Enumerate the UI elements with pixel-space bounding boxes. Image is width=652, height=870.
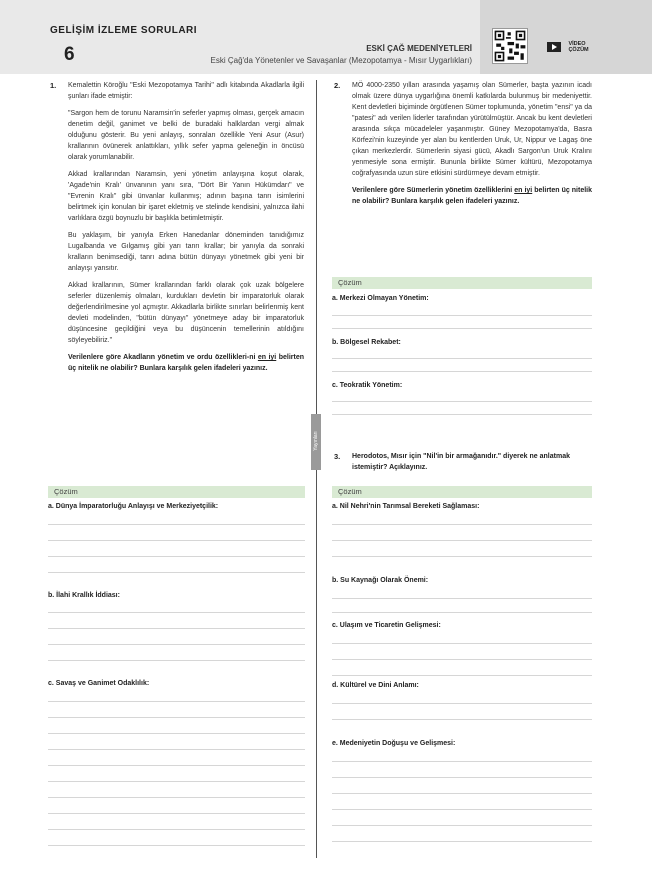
answer-line[interactable] bbox=[332, 401, 592, 402]
quote-paragraph-4: Akkad krallarının, Sümer krallarından farklı olarak çok uzak bölgelere seferler düzenlemiş olmaları, kurdukları devletin bir imparatorluk olarak değerlendirilmesine yol açmıştır. Akkadlarla birlikte sınırları belirlenmiş kent devleti modelinden, "bütün dünyayı" yönetmeye aday bir imparatorluk düşüncesine geçildiğini veya bu düşüncenin temellerinin atıldığını söyleyebiliriz." bbox=[68, 282, 304, 344]
answer-line[interactable] bbox=[48, 781, 305, 782]
answer-line[interactable] bbox=[332, 556, 592, 557]
q1-section-c: c. Savaş ve Ganimet Odaklılık: bbox=[48, 680, 150, 687]
worksheet-number: 6 bbox=[64, 44, 75, 65]
question-1-intro: Kemalettin Köroğlu "Eski Mezopotamya Tarihi" adlı kitabında Akadlarla ilgili şunları ifade etmiştir: bbox=[68, 82, 304, 100]
answer-line[interactable] bbox=[332, 761, 592, 762]
video-solution-label: VİDEO ÇÖZÜM bbox=[568, 40, 589, 53]
answer-line[interactable] bbox=[48, 540, 305, 541]
question-2 bbox=[352, 80, 592, 213]
answer-line[interactable] bbox=[332, 328, 592, 329]
answer-line[interactable] bbox=[48, 572, 305, 573]
header-title: GELİŞİM İZLEME SORULARI bbox=[50, 25, 198, 36]
answer-line[interactable] bbox=[332, 675, 592, 676]
qr-code-graphic bbox=[493, 29, 527, 63]
answer-line[interactable] bbox=[332, 777, 592, 778]
answer-line[interactable] bbox=[48, 612, 305, 613]
answer-line[interactable] bbox=[332, 719, 592, 720]
q3-section-e: e. Medeniyetin Doğuşu ve Gelişmesi: bbox=[332, 740, 456, 747]
q3-section-a: a. Nil Nehri'nin Tarımsal Bereketi Sağlaması: bbox=[332, 503, 480, 510]
answer-line[interactable] bbox=[332, 540, 592, 541]
answer-line[interactable] bbox=[48, 701, 305, 702]
question-1 bbox=[68, 80, 304, 380]
publisher-badge: Yayınları bbox=[311, 414, 321, 470]
question-3-text: Herodotos, Mısır için "Nil'in bir armağanıdır." diyerek ne anlatmak istemiştir? Açıklayınız. bbox=[352, 453, 570, 471]
answer-line[interactable] bbox=[48, 628, 305, 629]
q3-section-c: c. Ulaşım ve Ticaretin Gelişmesi: bbox=[332, 622, 441, 629]
q2-section-c: c. Teokratik Yönetim: bbox=[332, 382, 403, 389]
quote-paragraph-2: Akkad krallarından Naramsin, yeni yönetim anlayışına koşut olarak, 'Agade'nin Kralı' ünvanının yanı sıra, "Dört Bir Yanın Hükümdarı" ve "Evrenin Kralı" gibi ünvanlar kullanmış; adının başına tanrı isimlerini belirtmek için konulan bir işaret ekletmiş ve stelinde kendisini, yalnızca ilahi varlıklara özgü boynuzlu bir başlıkla betimletmiştir. bbox=[68, 171, 304, 222]
question-2-prompt: Verilenlere göre Sümerlerin yönetim özelliklerini en iyi belirten üç nitelik ne olabilir? Bunlara karşılık gelen ifadeleri yazınız. bbox=[352, 187, 592, 205]
solution-header-q1: Çözüm bbox=[48, 486, 305, 498]
page-header bbox=[0, 0, 652, 74]
unit-subtitle: Eski Çağ'da Yönetenler ve Savaşanlar (Mezopotamya - Mısır Uygarlıkları) bbox=[210, 56, 472, 65]
q1-section-b: b. İlahi Krallık İddiası: bbox=[48, 592, 120, 599]
answer-line[interactable] bbox=[48, 797, 305, 798]
answer-line[interactable] bbox=[48, 733, 305, 734]
q2-section-a: a. Merkezi Olmayan Yönetim: bbox=[332, 295, 429, 302]
play-icon bbox=[547, 42, 561, 52]
answer-line[interactable] bbox=[48, 829, 305, 830]
answer-line[interactable] bbox=[48, 524, 305, 525]
answer-line[interactable] bbox=[332, 809, 592, 810]
question-3-number: 3. bbox=[334, 452, 341, 461]
solution-header-q3: Çözüm bbox=[332, 486, 592, 498]
question-2-number: 2. bbox=[334, 81, 341, 90]
answer-line[interactable] bbox=[48, 813, 305, 814]
answer-line[interactable] bbox=[332, 825, 592, 826]
question-2-text: MÖ 4000-2350 yılları arasında yaşamış olan Sümerler, başta yazının icadı olmak üzere dünya uygarlığına önemli katkılarda bulunmuş bir medeniyettir. Kent devletleri biçiminde örgütlenen Sümer toplumunda, yönetim "ensi" ya da "patesi" adı verilen liderler tarafından yürütülmüştür. Ancak bu kent devletleri arasında sıkça mücadeleler yaşanmıştır. Güney Mezopotamya'da, Basra Körfezi'nin kuzeyinde yer alan bu kentlerden Uruk, Ur, Nippur ve Lagaş öne çıkan merkezlerdir. Sümerlerin siyasi gücü, Akadlı Sargon'un Uruk Kralını yenmesiyle sona ermiştir. Bununla birlikte Sümer kültürü, Mezopotamya coğrafyasında uzun süre etkisini sürdürmeye devam etmiştir. bbox=[352, 82, 592, 177]
q2-section-b: b. Bölgesel Rekabet: bbox=[332, 339, 401, 346]
answer-line[interactable] bbox=[332, 841, 592, 842]
qr-code-icon[interactable] bbox=[492, 28, 528, 64]
question-1-prompt: Verilenlere göre Akadların yönetim ve ordu özellikleri-ni en iyi belirten üç nitelik ne olabilir? Bunlara karşılık gelen ifadeleri yazınız. bbox=[68, 354, 304, 372]
answer-line[interactable] bbox=[332, 371, 592, 372]
answer-line[interactable] bbox=[48, 765, 305, 766]
answer-line[interactable] bbox=[332, 524, 592, 525]
quote-paragraph-3: Bu yaklaşım, bir yanıyla Erken Hanedanlar döneminden tanıdığımız Lugalbanda ve Gılgamış gibi yarı tanrı krallar; bir yanıyla da sonraki kralların benimsediği, tanrı adına bütün dünyayı yönetmek gibi yeni bir anlayışı yansıtır. bbox=[68, 232, 304, 272]
answer-line[interactable] bbox=[332, 315, 592, 316]
solution-header-q2: Çözüm bbox=[332, 277, 592, 289]
answer-line[interactable] bbox=[48, 749, 305, 750]
answer-line[interactable] bbox=[332, 598, 592, 599]
answer-line[interactable] bbox=[48, 556, 305, 557]
question-1-number: 1. bbox=[50, 81, 57, 90]
answer-line[interactable] bbox=[332, 643, 592, 644]
q3-section-d: d. Kültürel ve Dini Anlamı: bbox=[332, 682, 419, 689]
answer-line[interactable] bbox=[48, 717, 305, 718]
video-solution-button[interactable] bbox=[547, 38, 589, 56]
answer-line[interactable] bbox=[332, 358, 592, 359]
answer-line[interactable] bbox=[48, 660, 305, 661]
quote-paragraph-1: "Sargon hem de torunu Naramsin'in seferler yapmış olması, gerçek amacın denetim değil, ganimet ve belki de buradaki halklardan vergi almak olduğunu gösterir. Bu yeni anlayış, sonraları özellikle Yeni Asur (Asur) krallarının övünerek anlattıkları, yıllık sefer yapma geleneğin in öncüsü olarak yorumlanabilir. bbox=[68, 110, 304, 161]
q1-section-a: a. Dünya İmparatorluğu Anlayışı ve Merkeziyetçilik: bbox=[48, 503, 219, 510]
answer-line[interactable] bbox=[48, 644, 305, 645]
answer-line[interactable] bbox=[332, 612, 592, 613]
unit-title: ESKİ ÇAĞ MEDENİYETLERİ bbox=[366, 44, 472, 53]
answer-line[interactable] bbox=[332, 793, 592, 794]
q3-section-b: b. Su Kaynağı Olarak Önemi: bbox=[332, 577, 429, 584]
answer-line[interactable] bbox=[332, 414, 592, 415]
answer-line[interactable] bbox=[48, 845, 305, 846]
answer-line[interactable] bbox=[332, 659, 592, 660]
answer-line[interactable] bbox=[332, 703, 592, 704]
